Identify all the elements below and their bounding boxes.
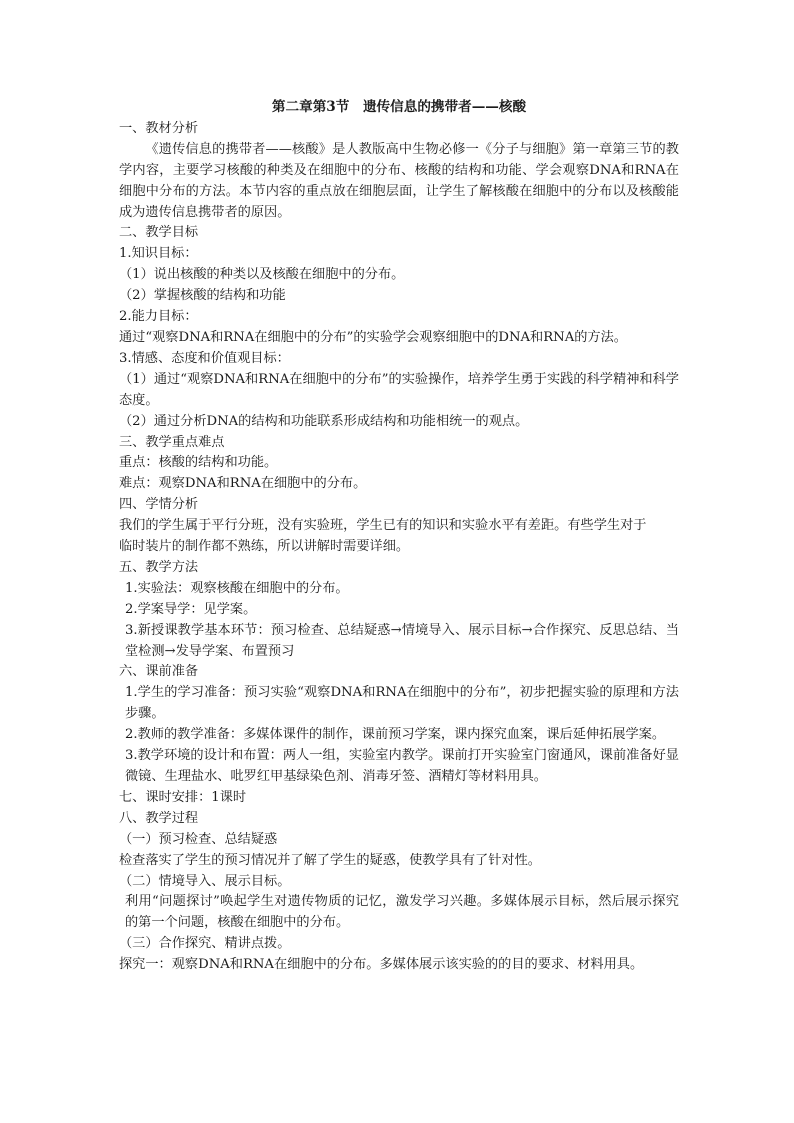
paragraph: 通过“观察DNA和RNA在细胞中的分布”的实验学会观察细胞中的DNA和RNA的方法。 — [119, 329, 627, 345]
document-body — [119, 119, 679, 976]
document-page — [119, 97, 679, 976]
paragraph: 《遗传信息的携带者——核酸》是人教版高中生物必修一《分子与细胞》第一章第三节的教学内容，主要学习核酸的种类及在细胞中的分布、核酸的结构和功能、学会观察DNA和RNA在细胞中分布的方法。本节内容的重点放在细胞层面，让学生了解核酸在细胞中的分布以及核酸能成为遗传信息携带者的原因。 — [119, 141, 679, 220]
paragraph: 2.教师的教学准备：多媒体课件的制作，课前预习学案，课内探究血案，课后延伸拓展学案。 — [125, 727, 666, 743]
paragraph: （2）掌握核酸的结构和功能 — [119, 288, 286, 304]
paragraph: （2）通过分析DNA的结构和功能联系形成结构和功能相统一的观点。 — [119, 413, 529, 429]
paragraph: （三）合作探究、精讲点拨。 — [119, 936, 291, 952]
paragraph: 八、教学过程 — [119, 810, 199, 826]
document-title: 第二章第3节 遗传信息的携带者——核酸 — [271, 99, 527, 115]
paragraph: 二、教学目标 — [119, 225, 199, 241]
paragraph: 3.教学环境的设计和布置：两人一组，实验室内教学。课前打开实验室门窗通风，课前准备好显微镜、生理盐水、吡罗红甲基绿染色剂、消毒牙签、酒精灯等材料用具。 — [125, 748, 679, 784]
paragraph: 1.知识目标： — [119, 246, 198, 262]
paragraph: 难点：观察DNA和RNA在细胞中的分布。 — [119, 476, 367, 492]
paragraph: （一）预习检查、总结疑惑 — [119, 831, 278, 847]
paragraph: （1）通过“观察DNA和RNA在细胞中的分布”的实验操作，培养学生勇于实践的科学精神和科学态度。 — [119, 371, 679, 408]
paragraph: 利用“问题探讨”唤起学生对遗传物质的记忆，激发学习兴趣。多媒体展示目标，然后展示探究的第一个问题，核酸在细胞中的分布。 — [125, 894, 679, 931]
paragraph: 我们的学生属于平行分班，没有实验班，学生已有的知识和实验水平有差距。有些学生对于 — [119, 518, 647, 534]
paragraph: 3.情感、态度和价值观目标： — [119, 350, 290, 366]
paragraph: 探究一：观察DNA和RNA在细胞中的分布。多媒体展示该实验的的目的要求、材料用具。 — [119, 957, 644, 973]
paragraph: 2.能力目标： — [119, 309, 198, 325]
paragraph: 四、学情分析 — [119, 497, 199, 513]
paragraph: 一、教材分析 — [119, 120, 199, 136]
paragraph: 检查落实了学生的预习情况并了解了学生的疑惑，使教学具有了针对性。 — [119, 852, 541, 868]
paragraph: 五、教学方法 — [119, 559, 199, 575]
paragraph: 七、课时安排：1课时 — [119, 789, 247, 805]
paragraph: 1.实验法：观察核酸在细胞中的分布。 — [125, 580, 349, 596]
paragraph: 临时装片的制作都不熟练，所以讲解时需要详细。 — [119, 539, 410, 555]
paragraph: （1）说出核酸的种类以及核酸在细胞中的分布。 — [119, 267, 405, 283]
paragraph: （二）情境导入、展示目标。 — [119, 873, 291, 889]
paragraph: 3.新授课教学基本环节：预习检查、总结疑惑→情境导入、展示目标→合作探究、反思总结、当堂检测→发导学案、布置预习 — [125, 622, 679, 659]
paragraph: 2.学案导学：见学案。 — [125, 601, 257, 617]
paragraph: 三、教学重点难点 — [119, 434, 225, 450]
paragraph: 六、课前准备 — [119, 664, 199, 680]
paragraph: 1.学生的学习准备：预习实验“观察DNA和RNA在细胞中的分布”，初步把握实验的原理和方法步骤。 — [125, 685, 679, 722]
paragraph: 重点：核酸的结构和功能。 — [119, 455, 278, 471]
